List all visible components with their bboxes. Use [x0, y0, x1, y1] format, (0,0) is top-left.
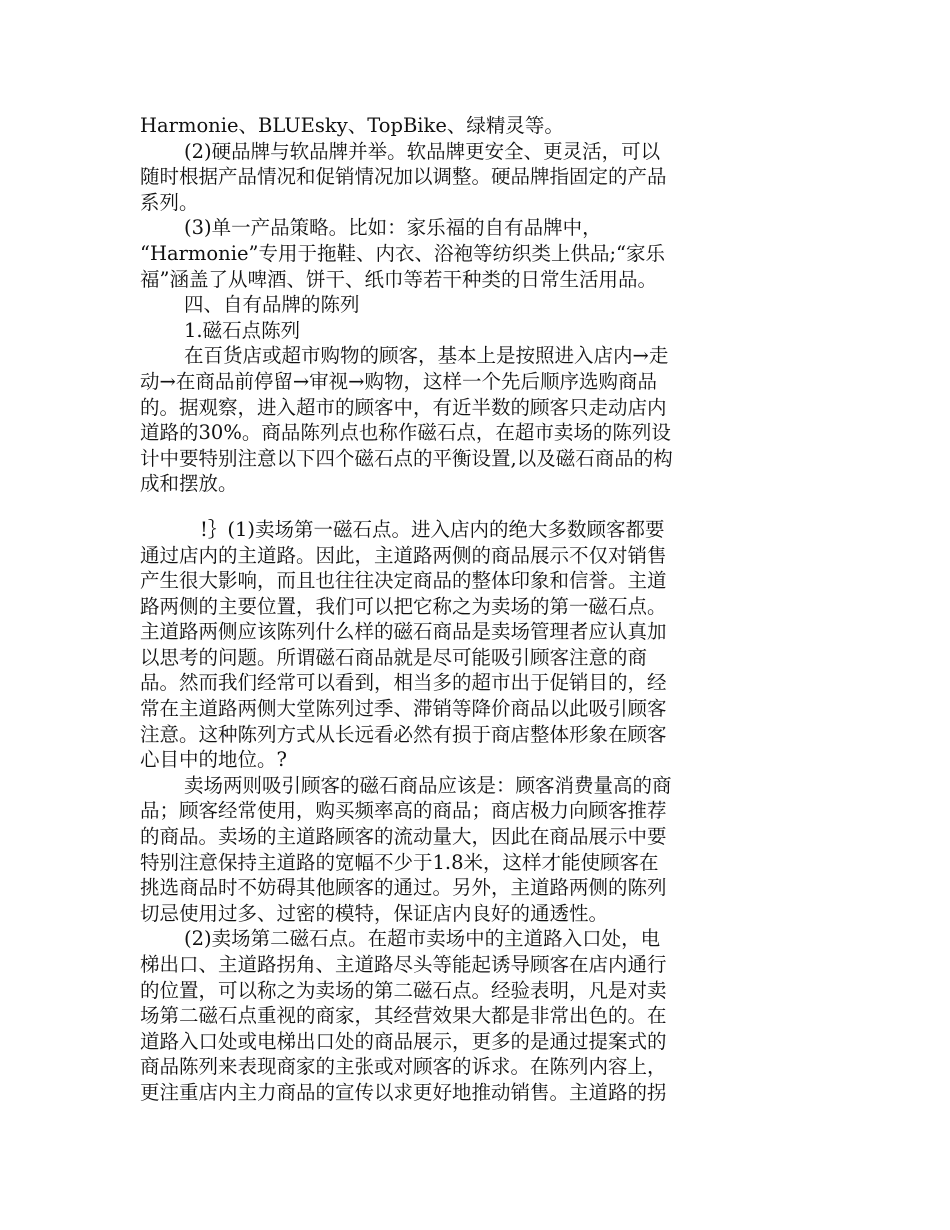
text-line: (2)卖场第二磁石点。在超市卖场中的主道路入口处，电: [184, 927, 661, 951]
text-line: 挑选商品时不妨碍其他顾客的通过。另外，主道路两侧的陈列: [140, 876, 667, 900]
text-line: 通过店内的主道路。因此，主道路两侧的商品展示不仅对销售: [140, 543, 667, 567]
text-line: 商品陈列来表现商家的主张或对顾客的诉求。在陈列内容上，: [140, 1055, 667, 1079]
text-line: 福”涵盖了从啤酒、饼干、纸巾等若干种类的日常生活用品。: [140, 267, 657, 291]
text-line: 特别注意保持主道路的宽幅不少于1.8米，这样才能使顾客在: [140, 850, 659, 874]
text-line: 路两侧的主要位置，我们可以把它称之为卖场的第一磁石点。: [140, 594, 667, 618]
text-line: 道路的30%。商品陈列点也称作磁石点，在超市卖场的陈列设: [140, 421, 671, 445]
text-line: 品。然而我们经常可以看到，相当多的超市出于促销目的，经: [140, 671, 667, 695]
subsection-heading: 1.磁石点陈列: [184, 318, 301, 342]
text-line: (3)单一产品策略。比如：家乐福的自有品牌中，: [184, 216, 602, 240]
text-line: 道路入口处或电梯出口处的商品展示，更多的是通过提案式的: [140, 1029, 667, 1053]
text-line: 场第二磁石点重视的商家，其经营效果大都是非常出色的。在: [140, 1004, 667, 1028]
text-line: 以思考的问题。所谓磁石商品就是尽可能吸引顾客注意的商: [140, 645, 648, 669]
text-line: 品；顾客经常使用，购买频率高的商品；商店极力向顾客推荐: [140, 799, 667, 823]
text-line: 在百货店或超市购物的顾客，基本上是按照进入店内→走: [184, 344, 669, 368]
section-heading: 四、自有品牌的陈列: [184, 293, 360, 317]
text-line: (2)硬品牌与软品牌并举。软品牌更安全、更灵活，可以: [184, 139, 661, 163]
text-line: 的。据观察，进入超市的顾客中，有近半数的顾客只走动店内: [140, 395, 667, 419]
text-line: 卖场两则吸引顾客的磁石商品应该是：顾客消费量高的商: [184, 773, 672, 797]
text-line: 常在主道路两侧大堂陈列过季、滞销等降价商品以此吸引顾客: [140, 697, 667, 721]
text-line: Harmonie、BLUEsky、TopBike、绿精灵等。: [140, 114, 564, 137]
text-line: 的商品。卖场的主道路顾客的流动量大，因此在商品展示中要: [140, 825, 667, 849]
text-line: 产生很大影响，而且也往往决定商品的整体印象和信誉。主道: [140, 569, 667, 593]
text-line: 梯出口、主道路拐角、主道路尽头等能起诱导顾客在店内通行: [140, 953, 667, 976]
text-line: 心目中的地位。?: [140, 748, 287, 772]
text-line: 计中要特别注意以下四个磁石点的平衡设置,以及磁石商品的构: [140, 446, 673, 470]
text-line: 的位置，可以称之为卖场的第二磁石点。经验表明，凡是对卖: [140, 978, 667, 1002]
text-line: 更注重店内主力商品的宣传以求更好地推动销售。主道路的拐: [140, 1080, 667, 1104]
text-line: “Harmonie”专用于拖鞋、内衣、浴袍等纺织类上供品;“家乐: [140, 241, 665, 265]
text-line: 主道路两侧应该陈列什么样的磁石商品是卖场管理者应认真加: [140, 620, 667, 644]
body-text: [140, 113, 750, 1106]
text-line: 随时根据产品情况和促销情况加以调整。硬品牌指固定的产品: [140, 165, 667, 189]
text-line: 注意。这种陈列方式从长远看必然有损于商店整体形象在顾客: [140, 722, 667, 746]
text-line: 切忌使用过多、过密的模特，保证店内良好的通透性。: [140, 901, 609, 925]
paragraph-gap: [140, 497, 750, 517]
text-line: !｝(1)卖场第一磁石点。进入店内的绝大多数顾客都要: [200, 517, 665, 541]
text-line: 动→在商品前停留→审视→购物，这样一个先后顺序选购商品: [140, 369, 658, 393]
text-line: 成和摆放。: [140, 472, 238, 496]
text-line: 系列。: [140, 190, 199, 214]
